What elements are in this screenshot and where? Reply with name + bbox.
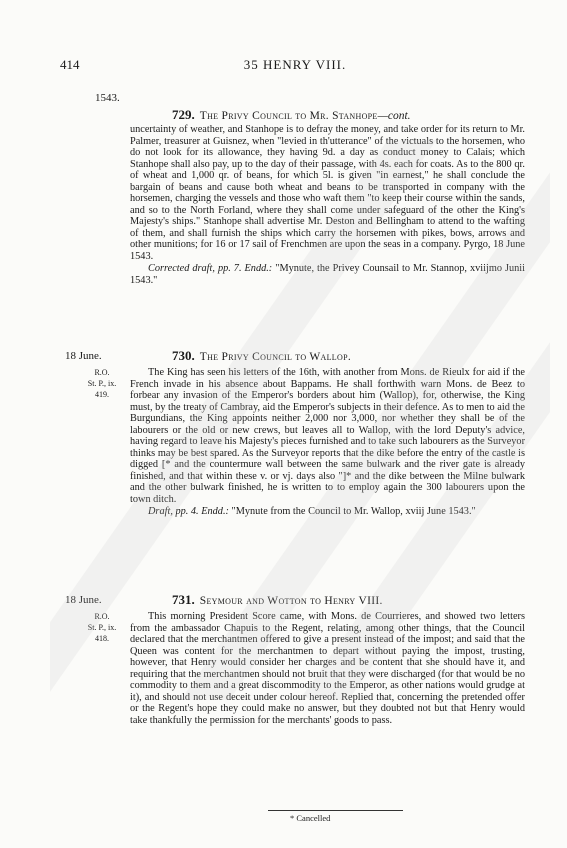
entry-729-body bbox=[130, 124, 525, 286]
entry-730-title bbox=[172, 348, 351, 364]
page-header bbox=[60, 57, 530, 77]
entry-730-date: 18 June. bbox=[65, 350, 102, 362]
entry-paragraph: The King has seen his letters of the 16th, with another from Mons. de Rieulx for aid if the French invade in his absence about Bappams. He shall forthwith warn Mons. de Beez to forbear any invasion of the Emperor's borders about him (Wallop), for, otherwise, the King must, by the treaty of Cambray, aid the Emperor's subjects in their defence. As to men to aid the Burgundians, the King appoints neither 2,000 nor 3,000, nor whether they shall be of the labourers or the old or new crews, but leaves all to Wallop, with the lord Deputy's advice, having regard to leave his Majesty's pieces furnished and to take such labourers as the Surveyor thinks may be best spared. As the Surveyor reports that the dike before the entry of the castle is digged [* and the countermure wall between the same bulwark and the river gate is already finished, and that within these v. or vj. days also "]* and the dike between the Milne bulwark and the other bulwark finished, he is written to to employ again the 300 labourers upon the town ditch. bbox=[130, 367, 525, 505]
entry-heading: The Privy Council to Mr. Stanhope bbox=[199, 110, 378, 122]
entry-730-body bbox=[130, 367, 525, 518]
footnote-divider bbox=[268, 810, 403, 811]
entry-730-reference: R.O. St. P., ix. 419. bbox=[87, 368, 117, 399]
footnote: * Cancelled bbox=[290, 813, 331, 823]
entry-endorsement: Draft, pp. 4. Endd.: "Mynute from the Council to Mr. Wallop, xviij June 1543." bbox=[148, 506, 476, 517]
entry-731-title bbox=[172, 592, 383, 608]
entry-number: 729. bbox=[172, 107, 195, 122]
entry-729-title bbox=[172, 107, 411, 123]
entry-continued: —cont. bbox=[377, 110, 411, 122]
entry-number: 730. bbox=[172, 348, 195, 363]
entry-number: 731. bbox=[172, 592, 195, 607]
entry-731-date: 18 June. bbox=[65, 594, 102, 606]
entry-paragraph: This morning President Score came, with Mons. de Courrieres, and showed two letters from the ambassador Chapuis to the Regent, relating, among other things, that the Council declared that the merchantmen offered to give a present instead of the impost; and said that the Queen was content for the merchantmen to depart without paying the impost, trusting, however, that Henry would consider her charges and be content that she should have it, and requiring that the merchantmen should not bruit that they were discharged (for that would be no commodity to them and a great discommodity to the Emperor, as other nations would grudge at it), and should not use deceit under colour hereof. Replied that, concerning the pretended offer or the Regent's hope they could make no answer, but they doubted not but that Henry would take thankfully the permission for the merchants' goods to pass. bbox=[130, 611, 525, 726]
entry-heading: The Privy Council to Wallop. bbox=[199, 351, 351, 363]
year-label: 1543. bbox=[95, 92, 120, 104]
entry-heading: Seymour and Wotton to Henry VIII. bbox=[199, 595, 383, 607]
entry-paragraph: uncertainty of weather, and Stanhope is to defray the money, and take order for its return to Mr. Palmer, treasurer at Guisnez, when "levied in th'utterance" of the victuals to the horsemen, who do not look for its allowance, they having 9d. a day as conduct money to Calais; which Stanhope shall also pay, up to the day of their passage, with 4s. each for coats. As to the 800 qr. of wheat and 1,000 qr. of beans, for which 5l. is given "in earnest," he shall conclude the bargain of beans and cause both wheat and beans to be transported in company with the horsemen, charging the vessels and those who waft them "to keep their course within the sands, and so to the North Forland, where they shall come under safeguard of the other the King's Majesty's ships." Stanhope shall advertise Mr. Deston and Bellingham to attend to the wafting of them, and shall furnish the ships which carry the horsemen with pikes, bows, arrows and other munitions; for 16 or 17 sail of Frenchmen are upon the seas in a company. Pyrgo, 18 June 1543. bbox=[130, 124, 525, 262]
page-number: 414 bbox=[60, 57, 80, 72]
entry-731-body bbox=[130, 611, 525, 726]
running-title: 35 HENRY VIII. bbox=[243, 57, 347, 72]
entry-endorsement: Corrected draft, pp. 7. Endd.: "Mynute, the Privey Counsail to Mr. Stannop, xviijmo Junii 1543." bbox=[130, 263, 525, 286]
entry-731-reference: R.O. St. P., ix. 418. bbox=[87, 612, 117, 643]
